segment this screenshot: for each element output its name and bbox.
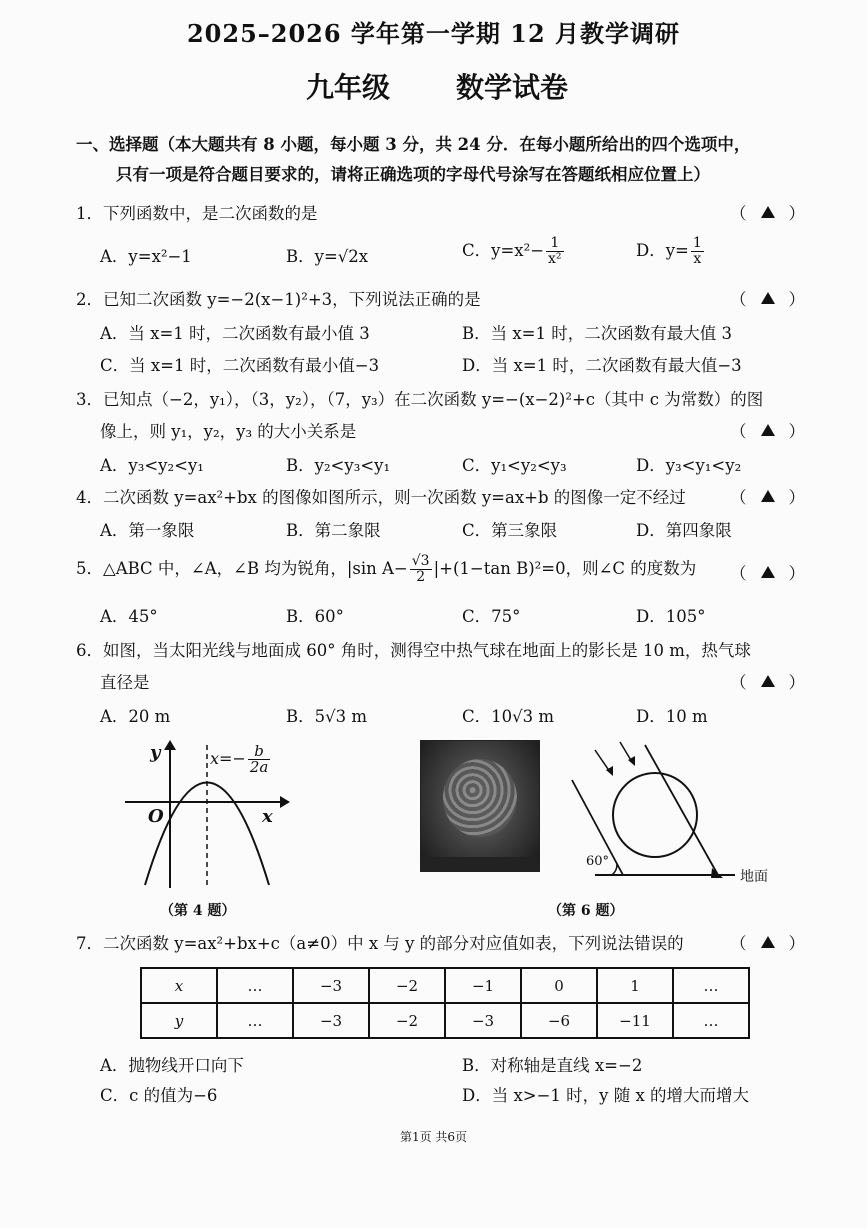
answer-bracket-6[interactable]	[730, 669, 805, 693]
q7-option-a: A．抛物线开口向下	[100, 1056, 244, 1075]
x-axis-arrow-icon	[280, 796, 290, 808]
bracket-open: （	[730, 564, 747, 583]
question-3	[76, 386, 763, 410]
bracket-open: （	[730, 290, 747, 309]
figure-4-caption: （第 4 题）	[160, 903, 236, 919]
question-7	[76, 930, 684, 954]
question-stem: △ABC 中，∠A，∠B 均为锐角，|sin A−	[103, 559, 408, 578]
axis-equation	[210, 744, 272, 775]
answer-bracket-1[interactable]	[730, 200, 805, 224]
question-stem: 二次函数 y=ax²+bx 的图像如图所示，则一次函数 y=ax+b 的图像一定不经过	[103, 488, 686, 507]
triangle-icon	[761, 936, 775, 948]
bracket-open: （	[730, 204, 747, 223]
table-cell: …	[673, 1003, 749, 1038]
fraction	[691, 236, 704, 267]
table-cell: x	[141, 968, 217, 1003]
table-cell: …	[217, 1003, 293, 1038]
question-number: 7．	[76, 934, 103, 953]
table-cell: …	[217, 968, 293, 1003]
q5-option-a: A．45°	[100, 607, 158, 626]
question-stem: 下列函数中，是二次函数的是	[103, 204, 318, 223]
ray-arrow-icon	[711, 868, 723, 878]
triangle-icon	[761, 566, 775, 578]
table-cell: y	[141, 1003, 217, 1038]
q5-option-c: C．75°	[462, 607, 521, 626]
answer-bracket-4[interactable]	[730, 484, 805, 508]
q3-option-c: C．y₁<y₂<y₃	[462, 456, 567, 475]
parabola-curve	[145, 783, 269, 886]
q1-option-a: A．y=x²−1	[100, 247, 192, 266]
triangle-icon	[761, 206, 775, 218]
q3-option-a: A．y₃<y₂<y₁	[100, 456, 204, 475]
frac-den: x²	[548, 251, 562, 267]
bracket-open: （	[730, 673, 747, 692]
q4-option-b: B．第二象限	[286, 521, 381, 540]
bracket-open: （	[730, 488, 747, 507]
section-instructions	[76, 130, 836, 190]
question-stem: 二次函数 y=ax²+bx+c（a≠0）中 x 与 y 的部分对应值如表，下列说法错误的	[103, 934, 684, 953]
subject-label: 数学试卷	[456, 71, 569, 104]
question-number: 3．	[76, 390, 103, 409]
table-cell: …	[673, 968, 749, 1003]
table-cell: −2	[369, 1003, 445, 1038]
q3-option-d: D．y₃<y₁<y₂	[636, 456, 742, 475]
fraction	[546, 236, 564, 267]
q2-option-b: B．当 x=1 时，二次函数有最大值 3	[462, 324, 732, 343]
q4-option-a: A．第一象限	[100, 521, 195, 540]
figure-6-caption: （第 6 题）	[548, 903, 624, 919]
question-1	[76, 200, 318, 224]
q6-option-a: A．20 m	[100, 707, 171, 726]
exam-title: 2025–2026 学年第一学期 12 月教学调研	[186, 19, 681, 48]
frac-num: b	[248, 744, 271, 760]
question-stem: 已知点（−2，y₁），（3，y₂），（7，y₃）在二次函数 y=−(x−2)²+c（其中 c 为常数）的图	[103, 390, 764, 409]
ground-label: 地面	[740, 869, 768, 885]
grade-label: 九年级	[306, 71, 391, 104]
option-text: C．y=x²−	[462, 241, 545, 260]
arrow-1	[595, 750, 610, 772]
y-axis-label: y	[150, 742, 161, 763]
q6-option-d: D．10 m	[636, 707, 708, 726]
triangle-icon	[761, 490, 775, 502]
frac-num: 1	[692, 235, 702, 251]
question-6-line-2: 直径是	[100, 673, 150, 692]
value-table	[140, 967, 750, 1039]
sun-ray-right	[645, 745, 718, 875]
triangle-icon	[761, 292, 775, 304]
table-cell: −2	[369, 968, 445, 1003]
bracket-close: ）	[788, 290, 805, 309]
q2-option-d: D．当 x=1 时，二次函数有最大值−3	[462, 356, 742, 375]
table-cell: 1	[597, 968, 673, 1003]
frac-den: x	[693, 251, 702, 267]
q1-option-c	[462, 236, 566, 267]
table-row-y	[141, 1003, 749, 1038]
q7-option-c: C．c 的值为−6	[100, 1086, 218, 1105]
bracket-close: ）	[788, 422, 805, 441]
frac-den: 2	[416, 569, 426, 585]
ground-strip	[421, 857, 539, 871]
question-4	[76, 484, 686, 508]
angle-arc	[612, 864, 617, 875]
origin-label: O	[148, 806, 164, 827]
frac-num: √3	[411, 553, 430, 569]
answer-bracket-7[interactable]	[730, 930, 805, 954]
fraction	[248, 744, 271, 775]
q2-option-a: A．当 x=1 时，二次函数有最小值 3	[100, 324, 370, 343]
q7-option-d: D．当 x>−1 时，y 随 x 的增大而增大	[462, 1086, 750, 1105]
question-stem-cont: |+(1−tan B)²=0，则∠C 的度数为	[433, 559, 697, 578]
bracket-close: ）	[788, 673, 805, 692]
frac-num: 1	[546, 236, 564, 252]
balloon-image	[443, 759, 517, 837]
q1-option-d	[636, 236, 706, 267]
bracket-open: （	[730, 934, 747, 953]
page-footer: 第1页 共6页	[399, 1130, 468, 1144]
option-text: D．y=	[636, 241, 689, 260]
table-cell: −3	[293, 1003, 369, 1038]
question-number: 4．	[76, 488, 103, 507]
balloon-photo	[420, 740, 540, 872]
table-cell: −3	[445, 1003, 521, 1038]
answer-bracket-5[interactable]	[730, 560, 805, 584]
q6-option-c: C．10√3 m	[462, 707, 555, 726]
answer-bracket-3[interactable]	[730, 418, 805, 442]
table-cell: 0	[521, 968, 597, 1003]
y-axis-arrow-icon	[164, 740, 176, 750]
table-cell: −3	[293, 968, 369, 1003]
q5-option-b: B．60°	[286, 607, 344, 626]
section-line-1: 一、选择题（本大题共有 8 小题，每小题 3 分，共 24 分．在每小题所给出的四个选项中，	[76, 135, 751, 154]
axis-eq-text: x=−	[210, 749, 246, 768]
question-5	[76, 554, 696, 585]
q7-option-b: B．对称轴是直线 x=−2	[462, 1056, 643, 1075]
section-line-2: 只有一项是符合题目要求的，请将正确选项的字母代号涂写在答题纸相应位置上）	[116, 165, 710, 184]
q3-option-b: B．y₂<y₃<y₁	[286, 456, 391, 475]
question-stem: 如图，当太阳光线与地面成 60° 角时，测得空中热气球在地面上的影长是 10 m，热气球	[103, 641, 751, 660]
question-3-line-2: 像上，则 y₁，y₂，y₃ 的大小关系是	[100, 422, 357, 441]
table-cell: −11	[597, 1003, 673, 1038]
fraction	[410, 554, 432, 585]
bracket-close: ）	[788, 934, 805, 953]
bracket-open: （	[730, 422, 747, 441]
angle-label: 60°	[586, 854, 610, 869]
question-number: 5．	[76, 559, 103, 578]
question-stem: 已知二次函数 y=−2(x−1)²+3，下列说法正确的是	[103, 290, 481, 309]
q5-option-d: D．105°	[636, 607, 706, 626]
x-axis-label: x	[262, 806, 273, 827]
question-number: 6．	[76, 641, 103, 660]
question-6	[76, 637, 751, 661]
triangle-icon	[761, 675, 775, 687]
q2-option-c: C．当 x=1 时，二次函数有最小值−3	[100, 356, 380, 375]
triangle-icon	[761, 424, 775, 436]
answer-bracket-2[interactable]	[730, 286, 805, 310]
bracket-close: ）	[788, 488, 805, 507]
q6-option-b: B．5√3 m	[286, 707, 368, 726]
bracket-close: ）	[788, 204, 805, 223]
frac-den: 2a	[249, 758, 269, 776]
bracket-close: ）	[788, 564, 805, 583]
table-row-x	[141, 968, 749, 1003]
q1-option-b: B．y=√2x	[286, 247, 369, 266]
table-cell: −6	[521, 1003, 597, 1038]
question-number: 2．	[76, 290, 103, 309]
table-cell: −1	[445, 968, 521, 1003]
question-number: 1．	[76, 204, 103, 223]
question-2	[76, 286, 481, 310]
q4-option-c: C．第三象限	[462, 521, 558, 540]
q4-option-d: D．第四象限	[636, 521, 732, 540]
